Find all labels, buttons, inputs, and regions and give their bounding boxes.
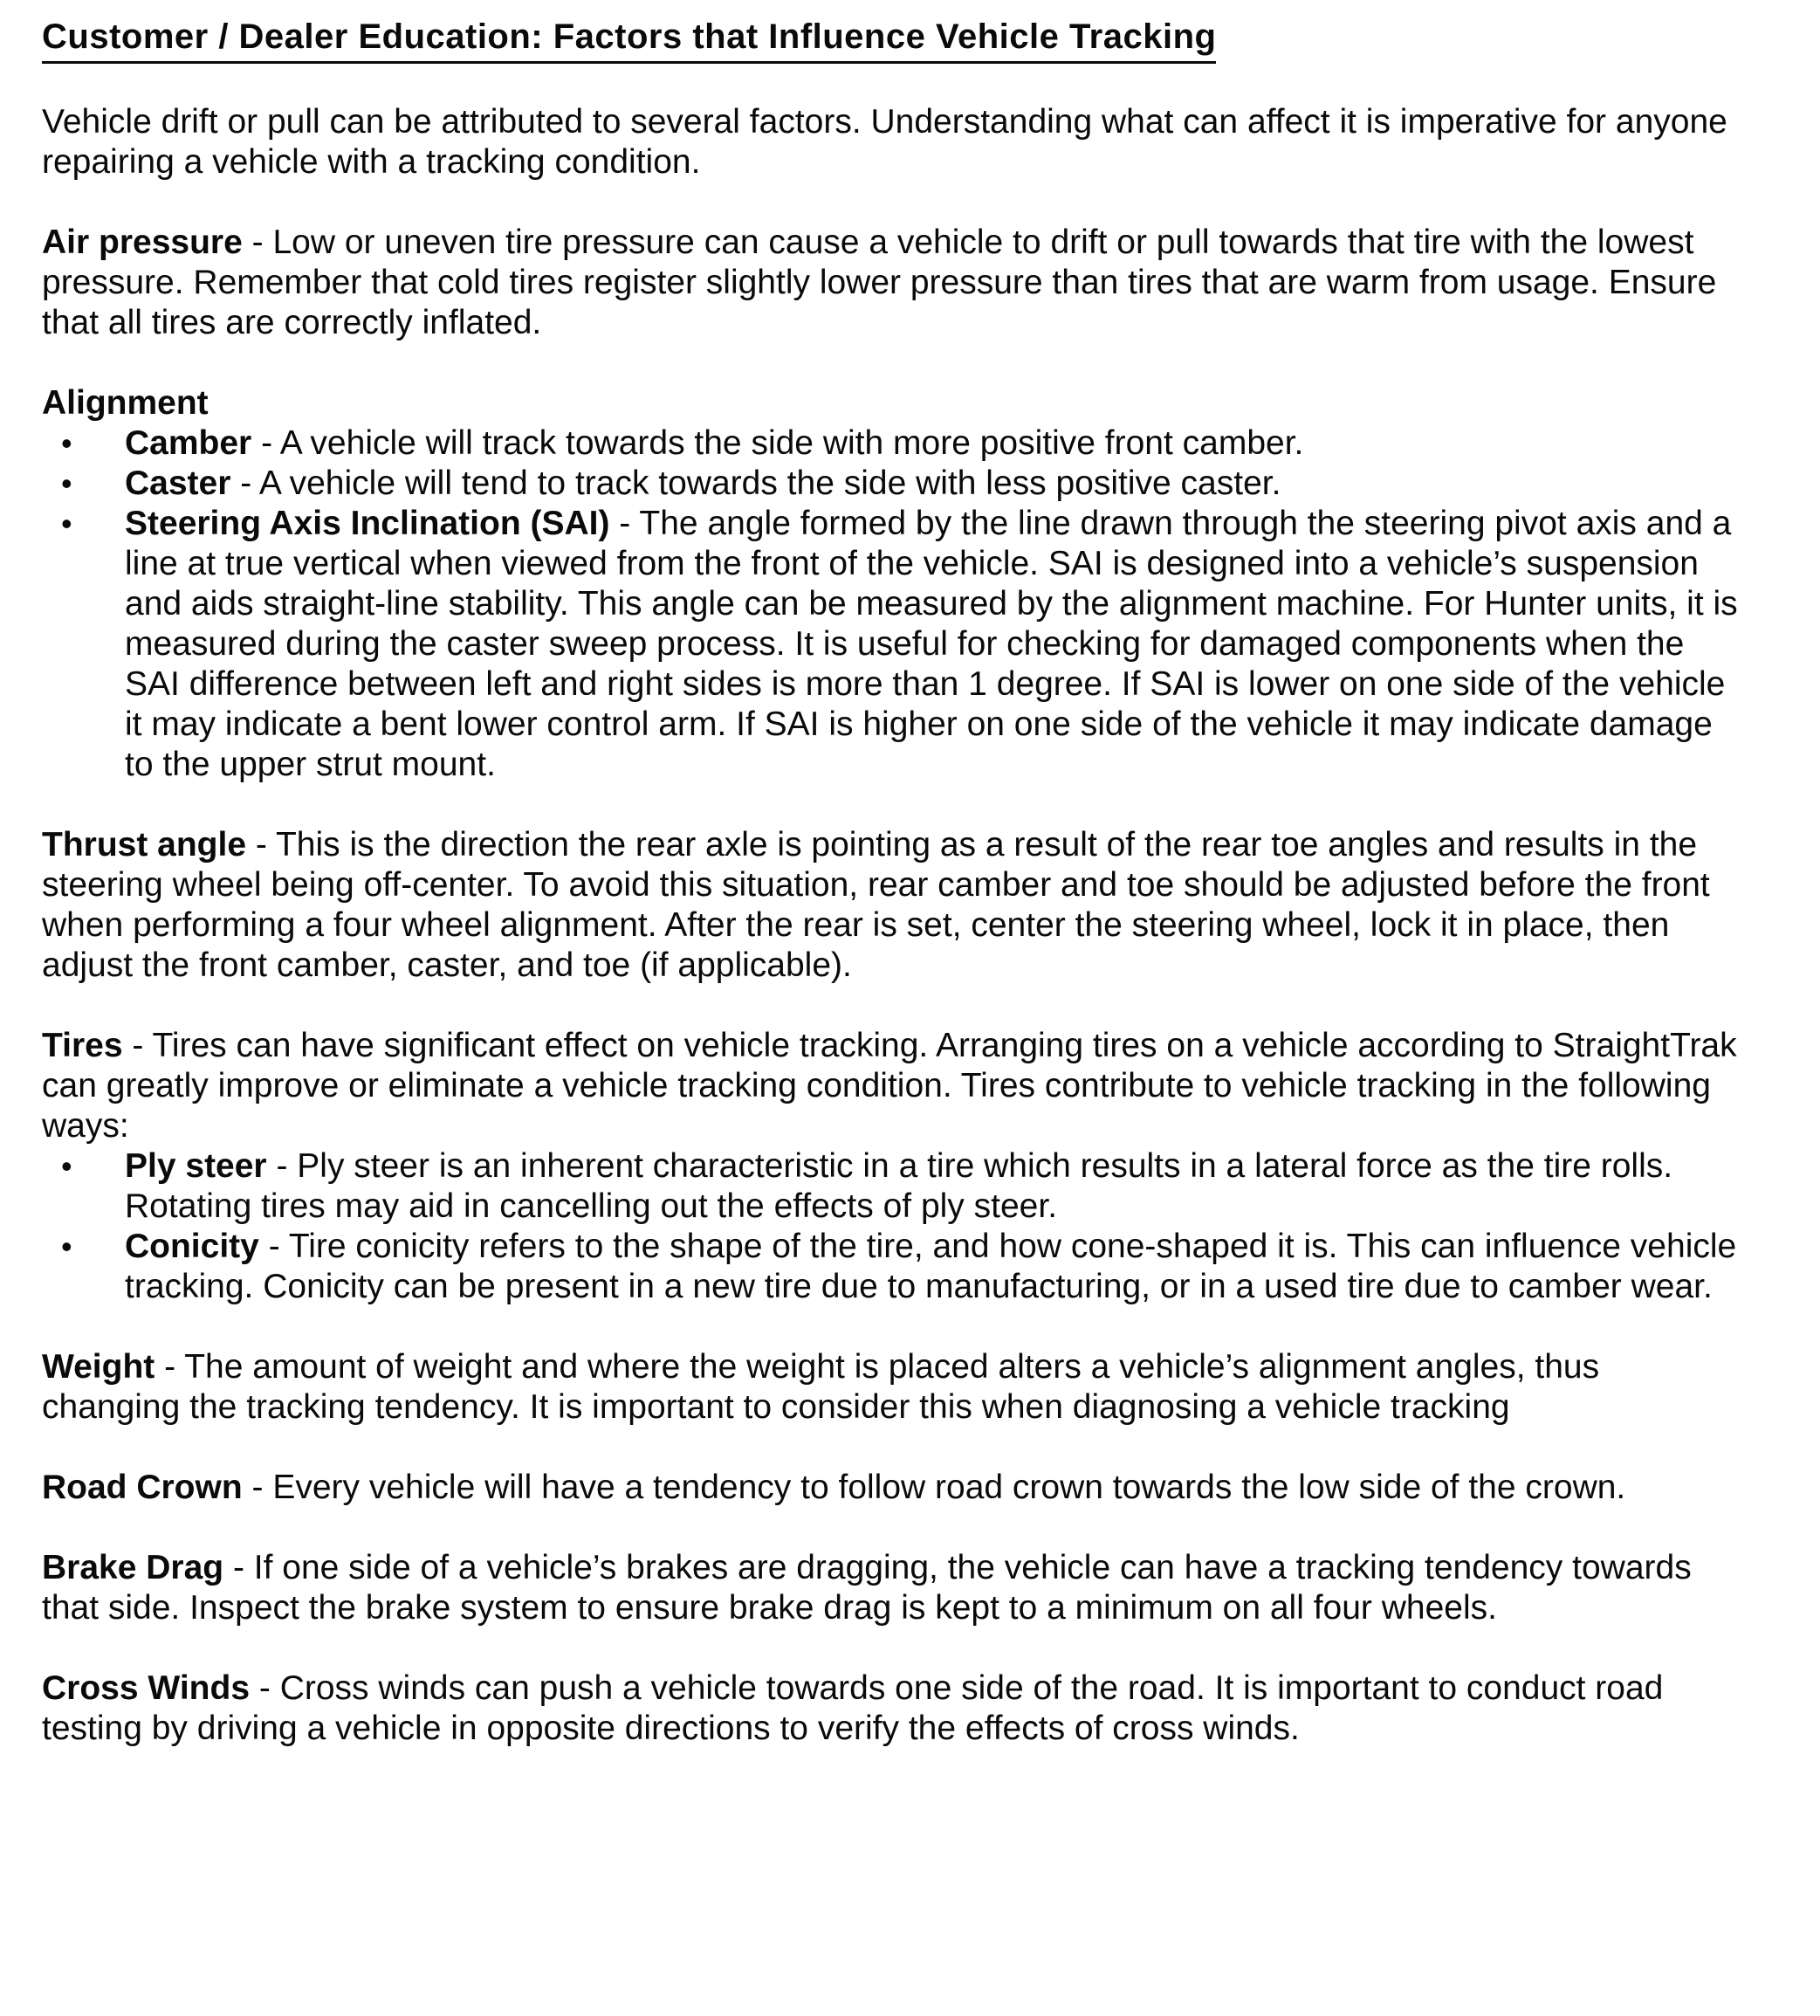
page-title: Customer / Dealer Education: Factors that Influence Vehicle Tracking [42,16,1216,64]
camber-lead: Camber [125,424,252,462]
camber-text: - A vehicle will track towards the side with more positive front camber. [251,424,1304,462]
section-alignment-heading: Alignment [42,384,209,422]
list-item-ply-steer [42,1146,1743,1227]
cross-winds-text: - Cross winds can push a vehicle towards one side of the road. It is important to conduct road testing by driving a vehicle in opposite directions to verify the effects of cross winds. [42,1669,1664,1747]
cross-winds-lead: Cross Winds [42,1669,251,1707]
caster-text: - A vehicle will tend to track towards the side with less positive caster. [230,464,1281,502]
sai-text: - The angle formed by the line drawn through the steering pivot axis and a line at true vertical when viewed from the front of the vehicle. SAI is designed into a vehicle’s suspension and aids straight-line stability. This angle can be measured by the alignment machine. For Hunter units, it is measured during the caster sweep process. It is useful for checking for damaged components when the SAI difference between left and right sides is more than 1 degree. If SAI is lower on one side of the vehicle it may indicate a bent lower control arm. If SAI is higher on one side of the vehicle it may indicate damage to the upper strut mount. [125,505,1738,783]
intro-paragraph [42,102,1743,182]
thrust-angle-text: - This is the direction the rear axle is pointing as a result of the rear toe angles and results in the steering wheel being off-center. To avoid this situation, rear camber and toe should be adjusted before the front when performing a four wheel alignment. After the rear is set, center the steering wheel, lock it in place, then adjust the front camber, caster, and toe (if applicable). [42,826,1710,984]
air-pressure-text: - Low or uneven tire pressure can cause a vehicle to drift or pull towards that tire with the lowest pressure. Remember that cold tires register slightly lower pressure than tires that are warm from usage. Ensure that all tires are correctly inflated. [42,224,1717,341]
caster-lead: Caster [125,464,231,502]
brake-drag-text: - If one side of a vehicle’s brakes are dragging, the vehicle can have a tracking tendency towards that side. Inspect the brake system to ensure brake drag is kept to a minimum on all four wheels. [42,1549,1692,1627]
section-weight [42,1347,1743,1428]
conicity-text: - Tire conicity refers to the shape of the tire, and how cone-shaped it is. This can influence vehicle tracking. Conicity can be present in a new tire due to manufacturing, or in a used tire due to camber wear. [125,1228,1737,1305]
alignment-list [42,423,1743,785]
brake-drag-lead: Brake Drag [42,1549,224,1586]
sai-lead: Steering Axis Inclination (SAI) [125,505,610,542]
section-tires [42,1026,1743,1146]
road-crown-text: - Every vehicle will have a tendency to follow road crown towards the low side of the crown. [242,1469,1626,1506]
list-item-sai [42,504,1743,785]
air-pressure-lead: Air pressure [42,224,243,261]
section-thrust-angle [42,825,1743,986]
list-item-camber [42,423,1743,464]
road-crown-lead: Road Crown [42,1469,243,1506]
section-cross-winds [42,1669,1743,1749]
tires-list [42,1146,1743,1307]
ply-steer-lead: Ply steer [125,1147,267,1185]
thrust-angle-lead: Thrust angle [42,826,247,864]
section-air-pressure [42,223,1743,343]
list-item-conicity [42,1227,1743,1307]
weight-lead: Weight [42,1348,155,1386]
ply-steer-text: - Ply steer is an inherent characteristic in a tire which results in a lateral force as the tire rolls. Rotating tires may aid in cancelling out the effects of ply steer. [125,1147,1673,1225]
conicity-lead: Conicity [125,1228,259,1265]
intro-text: Vehicle drift or pull can be attributed to several factors. Understanding what can affect it is imperative for anyone repairing a vehicle with a tracking condition. [42,103,1727,181]
weight-text: - The amount of weight and where the weight is placed alters a vehicle’s alignment angles, thus changing the tracking tendency. It is important to consider this when diagnosing a vehicle tracking [42,1348,1600,1426]
tires-text: - Tires can have significant effect on vehicle tracking. Arranging tires on a vehicle according to StraightTrak can greatly improve or eliminate a vehicle tracking condition. Tires contribute to vehicle tracking in the following ways: [42,1027,1737,1145]
list-item-caster [42,464,1743,504]
section-road-crown [42,1468,1743,1508]
tires-lead: Tires [42,1027,123,1064]
section-brake-drag [42,1548,1743,1628]
